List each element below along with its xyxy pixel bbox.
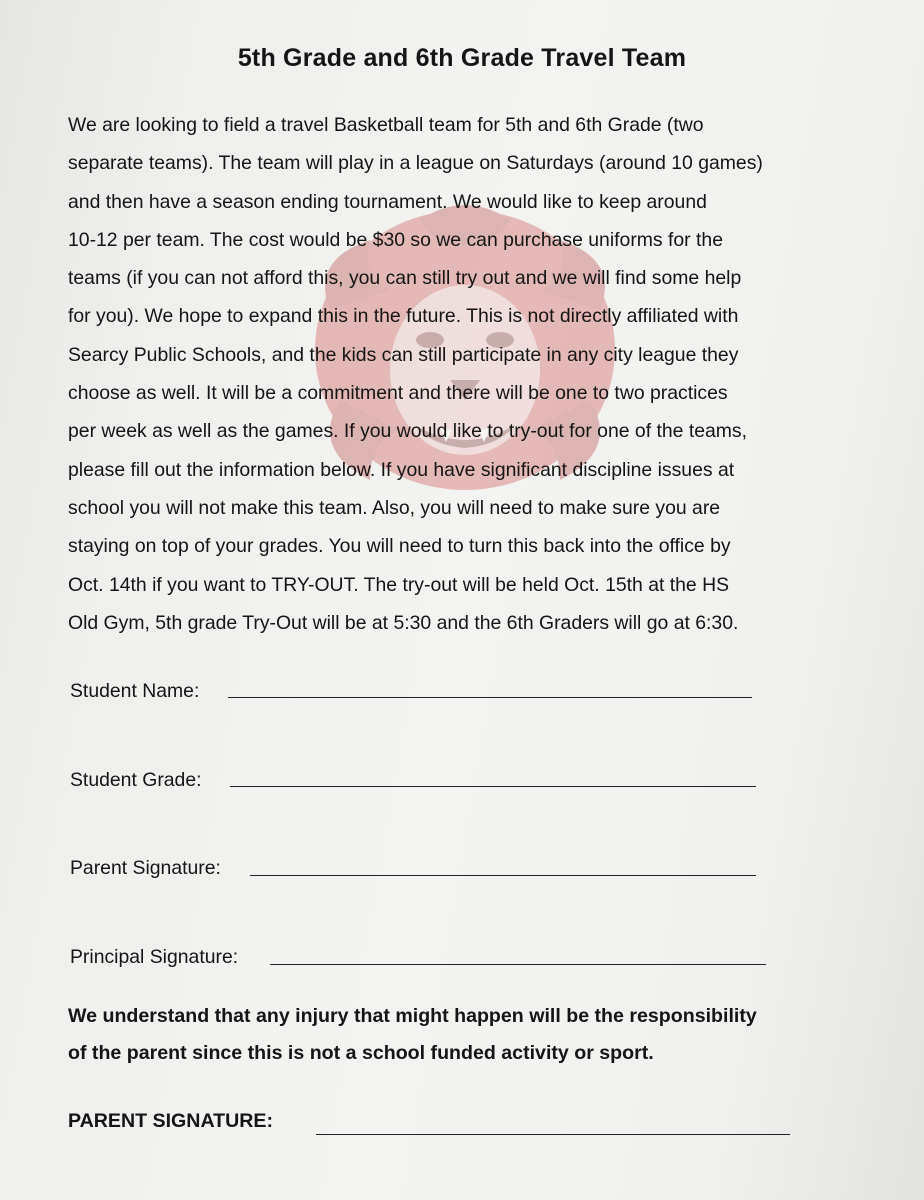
parent-signature-line[interactable] — [250, 875, 756, 876]
principal-signature-line[interactable] — [270, 964, 766, 965]
body-line: Oct. 14th if you want to TRY-OUT. The try-out will be held Oct. 15th at the HS — [68, 573, 730, 596]
parent-signature-caps-label: PARENT SIGNATURE: — [68, 1110, 274, 1132]
principal-signature-field — [70, 946, 238, 969]
disclaimer-line: of the parent since this is not a school funded activity or sport. — [68, 1042, 654, 1064]
parent-signature-field — [70, 857, 221, 880]
body-line: choose as well. It will be a commitment and there will be one to two practices — [68, 382, 728, 405]
page-title: 5th Grade and 6th Grade Travel Team — [237, 44, 687, 72]
body-line: We are looking to field a travel Basketball team for 5th and 6th Grade (two — [68, 114, 704, 136]
body-paragraph — [68, 106, 898, 642]
student-grade-field — [70, 769, 202, 792]
body-line: please fill out the information below. If you have significant discipline issues at — [68, 458, 735, 481]
body-line: 10-12 per team. The cost would be $30 so we can purchase uniforms for the — [68, 228, 723, 251]
injury-disclaimer — [68, 998, 888, 1072]
body-line: staying on top of your grades. You will need to turn this back into the office by — [68, 535, 731, 558]
body-line: school you will not make this team. Also, you will need to make sure you are — [68, 496, 721, 519]
body-line: per week as well as the games. If you would like to try-out for one of the teams, — [68, 420, 748, 443]
student-grade-line[interactable] — [230, 786, 756, 787]
body-line: Old Gym, 5th grade Try-Out will be at 5:30 and the 6th Graders will go at 6:30. — [68, 611, 739, 634]
disclaimer-line: We understand that any injury that might happen will be the responsibility — [68, 1005, 757, 1027]
body-line: Searcy Public Schools, and the kids can still participate in any city league they — [68, 343, 739, 366]
body-line: for you). We hope to expand this in the future. This is not directly affiliated with — [68, 305, 739, 328]
student-name-label: Student Name: — [70, 680, 200, 702]
principal-signature-label: Principal Signature: — [70, 946, 239, 968]
student-grade-label: Student Grade: — [70, 769, 202, 791]
body-line: teams (if you can not afford this, you can still try out and we will find some help — [68, 267, 742, 290]
parent-signature-label: Parent Signature: — [70, 857, 221, 879]
body-line: and then have a season ending tournament. We would like to keep around — [68, 190, 707, 213]
body-line: separate teams). The team will play in a league on Saturdays (around 10 games) — [68, 152, 763, 175]
student-name-line[interactable] — [228, 697, 752, 698]
student-name-field — [70, 680, 199, 703]
parent-signature-caps-line[interactable] — [316, 1134, 790, 1135]
